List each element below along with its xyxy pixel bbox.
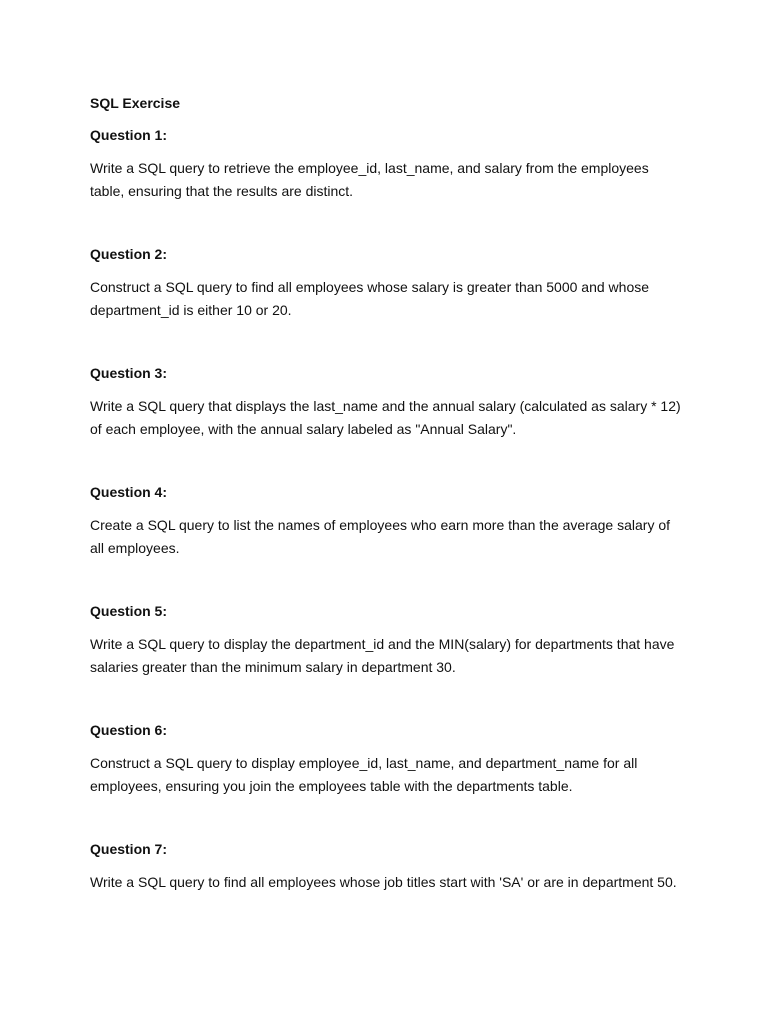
- question-heading: Question 4:: [90, 484, 168, 500]
- question-heading: Question 6:: [90, 722, 168, 738]
- question-text: Create a SQL query to list the names of employees who earn more than the average salary of all employees.: [90, 517, 671, 556]
- question-text: Write a SQL query to display the department_id and the MIN(salary) for departments that have salaries greater than the minimum salary in department 30.: [90, 636, 675, 675]
- question-4: [90, 482, 682, 559]
- question-heading: Question 1:: [90, 127, 168, 143]
- document-page: [90, 93, 682, 894]
- question-heading: Question 5:: [90, 603, 168, 619]
- question-text: Write a SQL query to retrieve the employee_id, last_name, and salary from the employees table, ensuring that the results are distinct.: [90, 160, 649, 199]
- question-1: [90, 125, 682, 202]
- question-text: Write a SQL query to find all employees whose job titles start with 'SA' or are in department 50.: [90, 874, 677, 890]
- question-text: Construct a SQL query to display employee_id, last_name, and department_name for all employees, ensuring you join the employees table with the departments table.: [90, 755, 638, 794]
- question-text: Write a SQL query that displays the last_name and the annual salary (calculated as salary * 12) of each employee, with the annual salary labeled as "Annual Salary".: [90, 398, 681, 437]
- document-title: SQL Exercise: [90, 95, 181, 111]
- question-heading: Question 2:: [90, 246, 168, 262]
- question-5: [90, 601, 682, 678]
- question-7: [90, 839, 682, 894]
- question-heading: Question 3:: [90, 365, 168, 381]
- question-6: [90, 720, 682, 797]
- question-2: [90, 244, 682, 321]
- question-3: [90, 363, 682, 440]
- question-heading: Question 7:: [90, 841, 168, 857]
- question-text: Construct a SQL query to find all employees whose salary is greater than 5000 and whose department_id is either 10 or 20.: [90, 279, 650, 318]
